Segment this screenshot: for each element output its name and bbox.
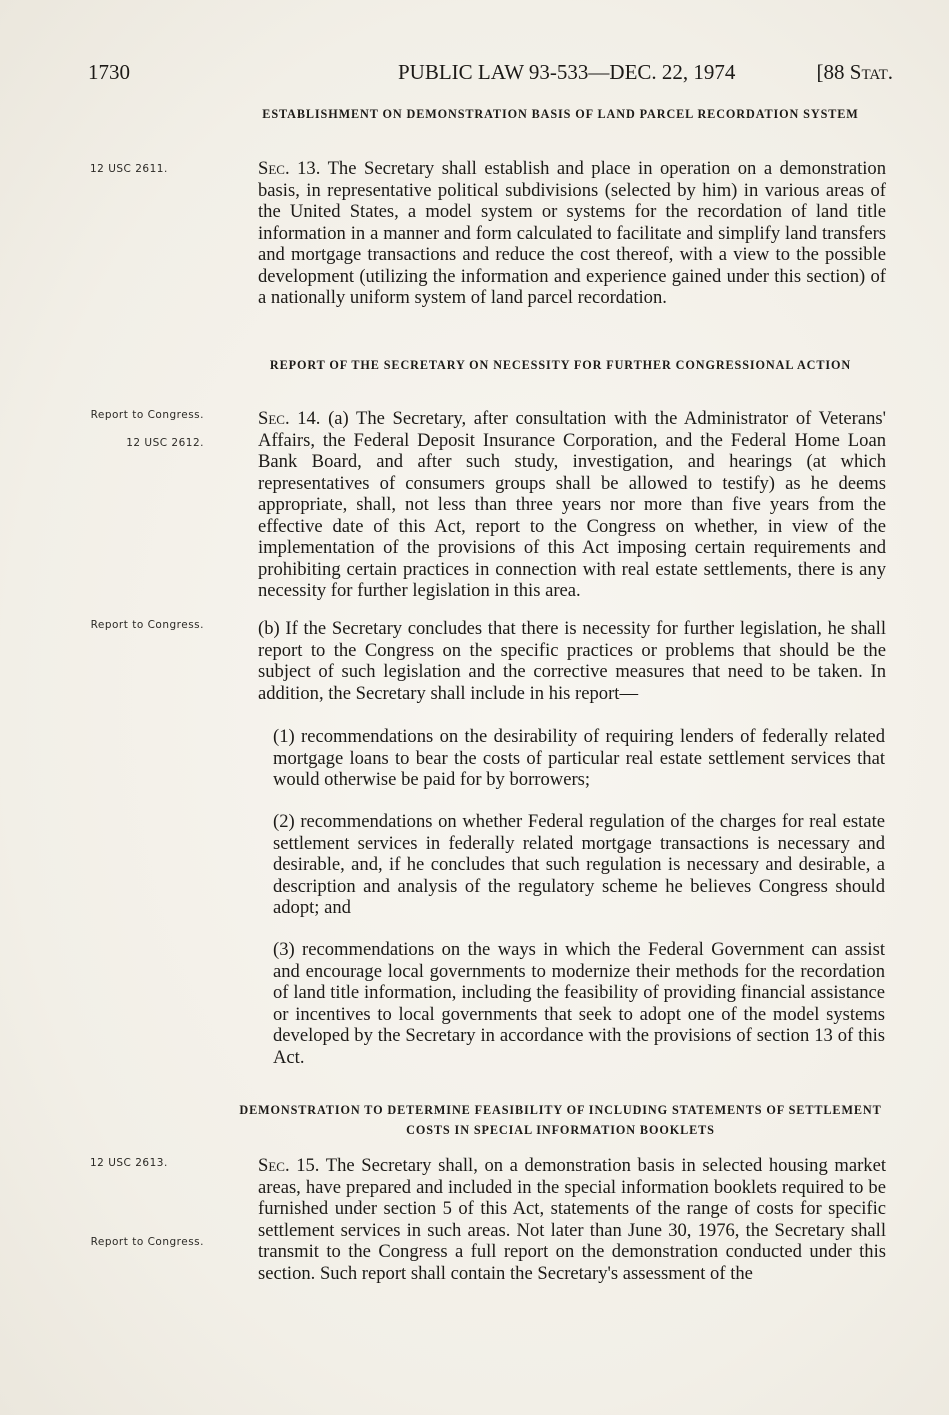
statutes-reference: [88 Stat. <box>816 60 893 84</box>
section-14-item-3: (3) recommendations on the ways in which the Federal Government can assist and encourage local governments to modernize their methods for the recordation of land title information, including the feasibility of providing financial assistance or incentives to local governments that seek to adopt one of the model systems developed by the Secretary in accordance with the provisions of section 13 of this Act. <box>273 939 885 1068</box>
section-13-caption: ESTABLISHMENT ON DEMONSTRATION BASIS OF LAND PARCEL RECORDATION SYSTEM <box>262 107 859 121</box>
section-13-usc-note: 12 USC 2611. <box>90 163 168 175</box>
section-15-label: Sec. 15. <box>258 1155 320 1176</box>
section-13-text: The Secretary shall establish and place in operation on a demonstration basis, in representative political subdivisions (selected by him) in various areas of the United States, a model system or systems for the recordation of land title information in a manner and form calculated to facilitate and simplify land transfers and mortgage transactions and reduce the cost thereof, with a view to the possible development (utilizing the information and experience gained under this section) of a nationally uniform system of land parcel recordation. <box>258 158 887 308</box>
running-header <box>88 60 893 90</box>
section-13-label: Sec. 13. <box>258 158 321 179</box>
law-title: PUBLIC LAW 93-533—DEC. 22, 1974 <box>398 60 736 84</box>
section-15-report-note: Report to Congress. <box>90 1236 204 1248</box>
section-14-item-1: (1) recommendations on the desirability of requiring lenders of federally related mortgage loans to bear the costs of particular real estate settlement services that would otherwise be paid for by borrowers; <box>273 726 885 790</box>
section-14-label: Sec. 14. <box>258 408 321 429</box>
section-15-body <box>258 1155 886 1284</box>
section-15-usc-note: 12 USC 2613. <box>90 1157 168 1169</box>
section-14-item-2: (2) recommendations on whether Federal regulation of the charges for real estate settlement services in federally related mortgage transactions is necessary and desirable, and, if he concludes that such regulation is necessary and desirable, a description and analysis of the regulatory scheme he believes Congress should adopt; and <box>273 811 885 918</box>
section-15-text: The Secretary shall, on a demonstration basis in selected housing market areas, have prepared and included in the special information booklets required to be furnished under section 5 of this Act, statements of the range of costs for specific settlement services in such areas. Not later than June 30, 1976, the Secretary shall transmit to the Congress a full report on the demonstration conducted under this section. Such report shall contain the Secretary's assessment of the <box>258 1155 887 1284</box>
page-number: 1730 <box>88 60 130 84</box>
section-14-report-note-b: Report to Congress. <box>90 619 204 631</box>
section-14-para-a-text: (a) The Secretary, after consultation with the Administrator of Veterans' Affairs, the Federal Deposit Insurance Corporation, and the Federal Home Loan Bank Board, and after such study, investigation, and hearings (at which representatives of consumers groups shall be allowed to testify) as he deems appropriate, shall, not less than three years nor more than five years from the effective date of this Act, report to the Congress on whether, in view of the implementation of the provisions of this Act imposing certain requirements and prohibiting certain practices in connection with real estate settlements, there is any necessity for further legislation in this area. <box>258 408 886 601</box>
section-14-para-b: (b) If the Secretary concludes that there is necessity for further legislation, he shall report to the Congress on the specific practices or problems that should be the subject of such legislation and the corrective measures that need to be taken. In addition, the Secretary shall include in his report— <box>258 618 886 704</box>
section-15-caption: DEMONSTRATION TO DETERMINE FEASIBILITY OF INCLUDING STATEMENTS OF SETTLEMENT COSTS IN SPECIAL INFORMATION BOOKLETS <box>239 1103 882 1137</box>
section-13-body <box>258 158 886 309</box>
section-14-para-a <box>258 408 886 602</box>
section-14-report-note-a: Report to Congress. <box>90 409 204 421</box>
section-14-usc-note: 12 USC 2612. <box>126 437 204 449</box>
section-14-caption: REPORT OF THE SECRETARY ON NECESSITY FOR FURTHER CONGRESSIONAL ACTION <box>269 358 852 372</box>
